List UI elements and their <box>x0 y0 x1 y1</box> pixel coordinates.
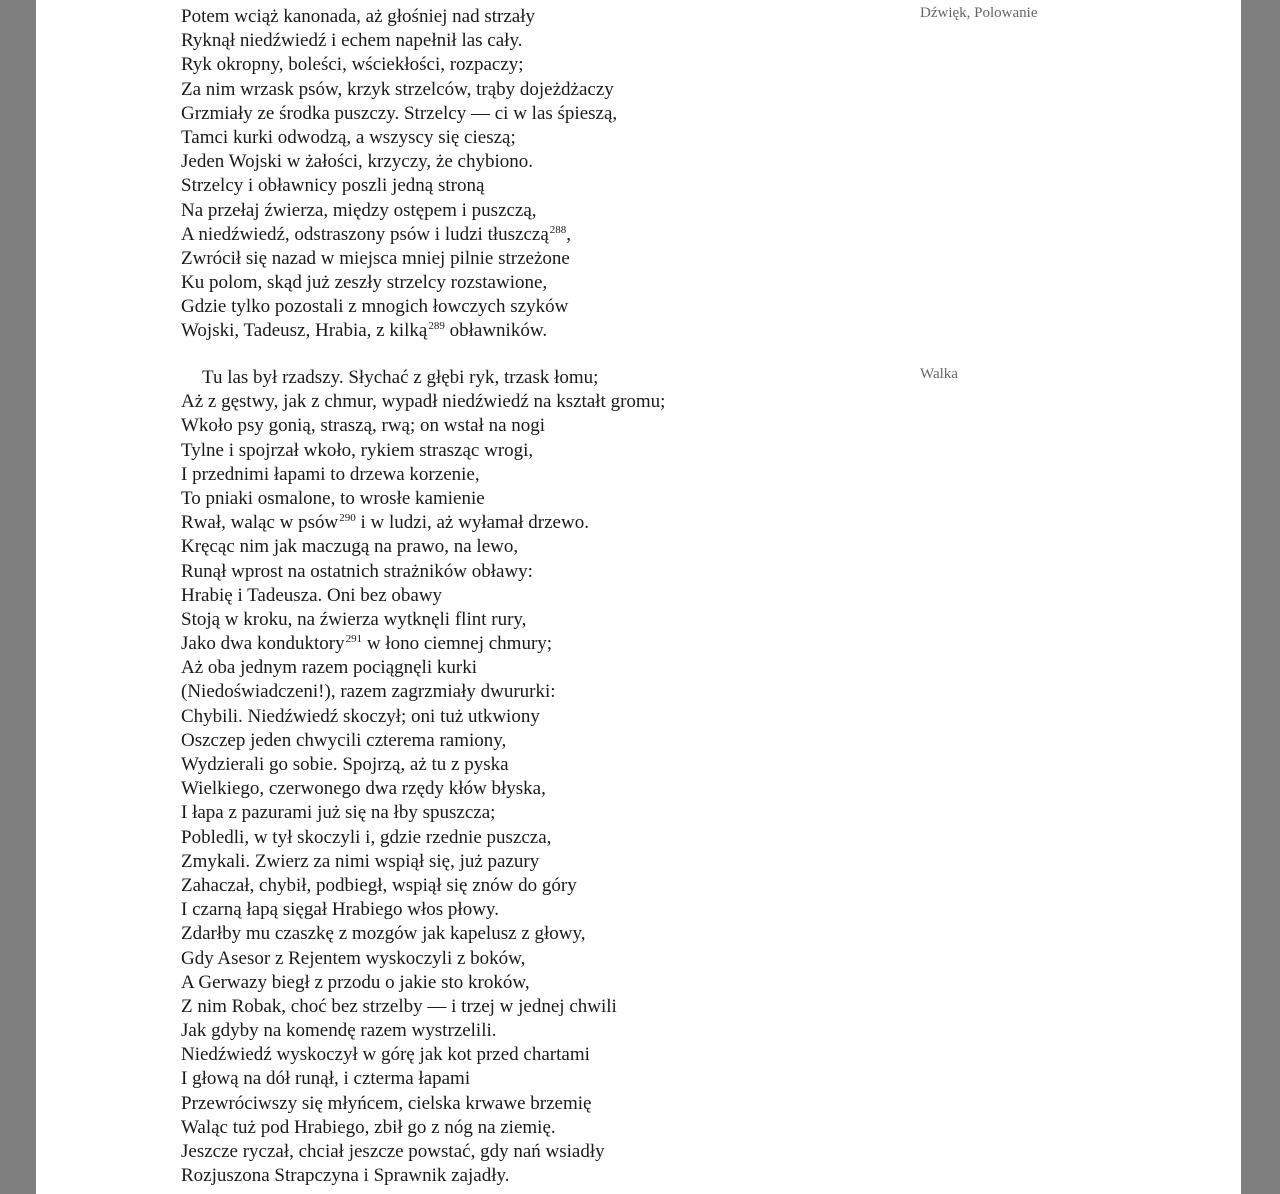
poem-line-text: Rozjuszona Strapczyna i Sprawnik zajadły. <box>181 1165 510 1187</box>
poem-line <box>181 439 665 463</box>
poem-line <box>181 1140 665 1164</box>
poem-line-text: Ku polom, skąd już zeszły strzelcy rozstawione, <box>181 272 548 294</box>
poem-line-text: Zahaczał, chybił, podbiegł, wspiął się znów do góry <box>181 874 577 896</box>
poem-line-text: Jeszcze ryczał, chciał jeszcze powstać, gdy nań wsiadły <box>181 1141 605 1162</box>
poem-line-text: Ryknął niedźwiedź i echem napełnił las cały. <box>181 30 523 52</box>
poem-line-text: I czarną łapą sięgał Hrabiego włos płowy. <box>181 899 499 921</box>
poem-line-text: Grzmiały ze środka puszczy. Strzelcy — ci w las śpieszą, <box>181 102 618 124</box>
poem-line-text: Zdarłby mu czaszkę z mozgów jak kapelusz z głowy, <box>181 923 586 945</box>
poem-line <box>181 656 665 680</box>
poem-line-text: Gdzie tylko pozostali z mnogich łowczych szyków <box>181 296 569 318</box>
poem-line <box>181 414 665 438</box>
poem-line <box>181 1043 665 1067</box>
poem-line-text: Oszczep jeden chwycili czterema ramiony, <box>181 729 507 751</box>
poem-line-text: I głową na dół runął, i czterma łapami <box>181 1068 471 1090</box>
poem-line <box>181 874 665 898</box>
footnote-marker[interactable]: 290 <box>339 512 356 525</box>
poem-line-text: A niedźwiedź, odstraszony psów i ludzi tłuszczą <box>181 223 549 245</box>
poem-line-text: Wydzierali go sobie. Spojrzą, aż tu z pyska <box>181 754 509 775</box>
poem-line <box>181 777 665 801</box>
poem-line-text: Tylne i spojrzał wkoło, rykiem strasząc wrogi, <box>181 439 534 461</box>
margin-note-fight: Walka <box>920 366 958 382</box>
poem-line-text: Hrabię i Tadeusza. Oni bez obawy <box>181 584 443 606</box>
poem-line-text: Gdy Asesor z Rejentem wyskoczyli z boków, <box>181 947 526 969</box>
poem-line-text: Rwał, waląc w psów <box>181 512 339 534</box>
poem-line-text: Zwrócił się nazad w miejsca mniej pilnie strzeżone <box>181 247 570 269</box>
poem-line-text: I przednimi łapami to drzewa korzenie, <box>181 463 480 485</box>
poem-line-text: Chybili. Niedźwiedź skoczył; oni tuż utkwiony <box>181 705 540 727</box>
footnote-marker[interactable]: 291 <box>345 633 363 646</box>
poem-line <box>181 1067 665 1091</box>
poem-line <box>181 705 665 729</box>
poem-line <box>181 922 665 946</box>
poem-line-text: (Niedoświadczeni!), razem zagrzmiały dwururki: <box>181 681 556 703</box>
poem-line <box>181 560 665 584</box>
poem-line <box>181 390 665 414</box>
poem-line <box>181 971 665 995</box>
poem-line-text: Waląc tuż pod Hrabiego, zbił go z nóg na ziemię. <box>181 1116 556 1138</box>
footnote-marker[interactable]: 289 <box>428 320 445 333</box>
poem-line-text: Tu las był rzadszy. Słychać z głębi ryk, trzask łomu; <box>202 367 599 388</box>
poem-line-text: Stoją w kroku, na źwierza wytknęli flint rury, <box>181 608 527 630</box>
poem-line-text-after: , <box>566 223 572 245</box>
poem-line <box>181 271 617 295</box>
poem-line <box>181 223 617 247</box>
poem-line-text: Wielkiego, czerwonego dwa rzędy kłów błyska, <box>181 778 546 800</box>
poem-line <box>181 632 665 656</box>
poem-line-text: Kręcąc nim jak maczugą na prawo, na lewo, <box>181 536 519 558</box>
stanza-2 <box>181 366 665 1188</box>
document-page <box>36 0 1241 1194</box>
poem-line-text: Na przełaj źwierza, między ostępem i puszczą, <box>181 199 537 221</box>
poem-line-text: Niedźwiedź wyskoczył w górę jak kot przed chartami <box>181 1044 590 1066</box>
poem-line-text: Runął wprost na ostatnich strażników obławy: <box>181 560 533 582</box>
poem-line <box>181 680 665 704</box>
poem-line <box>181 608 665 632</box>
footnote-marker[interactable]: 288 <box>549 223 567 236</box>
poem-line <box>181 729 665 753</box>
poem-line-text: Tamci kurki odwodzą, a wszyscy się cieszą; <box>181 126 516 148</box>
margin-note-sound-hunting: Dźwięk, Polowanie <box>920 5 1038 21</box>
poem-line <box>181 753 665 777</box>
poem-line-text: A Gerwazy biegł z przodu o jakie sto kroków, <box>181 971 530 993</box>
poem-line <box>181 801 665 825</box>
poem-line <box>181 826 665 850</box>
poem-line <box>181 995 665 1019</box>
poem-line <box>181 29 617 53</box>
poem-line <box>181 150 617 174</box>
poem-line-text: Pobledli, w tył skoczyli i, gdzie rzednie puszcza, <box>181 826 552 848</box>
poem-line <box>181 898 665 922</box>
poem-line-text-after: w łono ciemnej chmury; <box>362 633 553 655</box>
poem-line <box>181 850 665 874</box>
poem-line-text: Wkoło psy gonią, straszą, rwą; on wstał na nogi <box>181 415 546 437</box>
poem-line-text: Ryk okropny, boleści, wściekłości, rozpaczy; <box>181 54 524 76</box>
poem-line-text: Jeden Wojski w żałości, krzyczy, że chybiono. <box>181 151 533 173</box>
poem-line <box>181 535 665 559</box>
poem-line <box>181 247 617 271</box>
poem-line-text: To pniaki osmalone, to wrosłe kamienie <box>181 487 485 509</box>
poem-line-text: Z nim Robak, choć bez strzelby — i trzej w jednej chwili <box>181 995 617 1017</box>
poem-line <box>181 1019 665 1043</box>
poem-line <box>181 1164 665 1188</box>
poem-line <box>181 487 665 511</box>
poem-line <box>181 174 617 198</box>
poem-line <box>181 1116 665 1140</box>
poem-line <box>181 584 665 608</box>
poem-line <box>181 102 617 126</box>
poem-line-text: Przewróciwszy się młyńcem, cielska krwawe brzemię <box>181 1092 592 1114</box>
poem-line <box>181 78 617 102</box>
poem-line-text-after: obławników. <box>444 320 548 342</box>
poem-line-text: Strzelcy i obławnicy poszli jedną stroną <box>181 175 485 197</box>
poem-line <box>181 199 617 223</box>
poem-line-text: Za nim wrzask psów, krzyk strzelców, trąby dojeżdżaczy <box>181 78 614 100</box>
poem-line-text: Jak gdyby na komendę razem wystrzelili. <box>181 1020 497 1042</box>
poem-line-text: Aż z gęstwy, jak z chmur, wypadł niedźwiedź na kształt gromu; <box>181 391 666 413</box>
stanza-1 <box>181 5 617 344</box>
poem-line <box>181 1092 665 1116</box>
poem-line <box>181 319 617 343</box>
poem-line-text: Aż oba jednym razem pociągnęli kurki <box>181 657 477 679</box>
poem-line <box>181 295 617 319</box>
poem-line <box>181 126 617 150</box>
poem-line-text-after: i w ludzi, aż wyłamał drzewo. <box>355 512 589 534</box>
poem-line <box>181 463 665 487</box>
poem-line-text: Zmykali. Zwierz za nimi wspiął się, już pazury <box>181 850 540 872</box>
poem-line <box>181 53 617 77</box>
poem-line-text: Potem wciąż kanonada, aż głośniej nad strzały <box>181 6 536 27</box>
poem-line-text: I łapa z pazurami już się na łby spuszcza; <box>181 802 496 824</box>
poem-line <box>181 5 617 29</box>
poem-line-text: Wojski, Tadeusz, Hrabia, z kilką <box>181 320 428 342</box>
poem-line-text: Jako dwa konduktory <box>181 633 345 655</box>
poem-line <box>181 366 665 390</box>
poem-line <box>181 947 665 971</box>
poem-line <box>181 511 665 535</box>
